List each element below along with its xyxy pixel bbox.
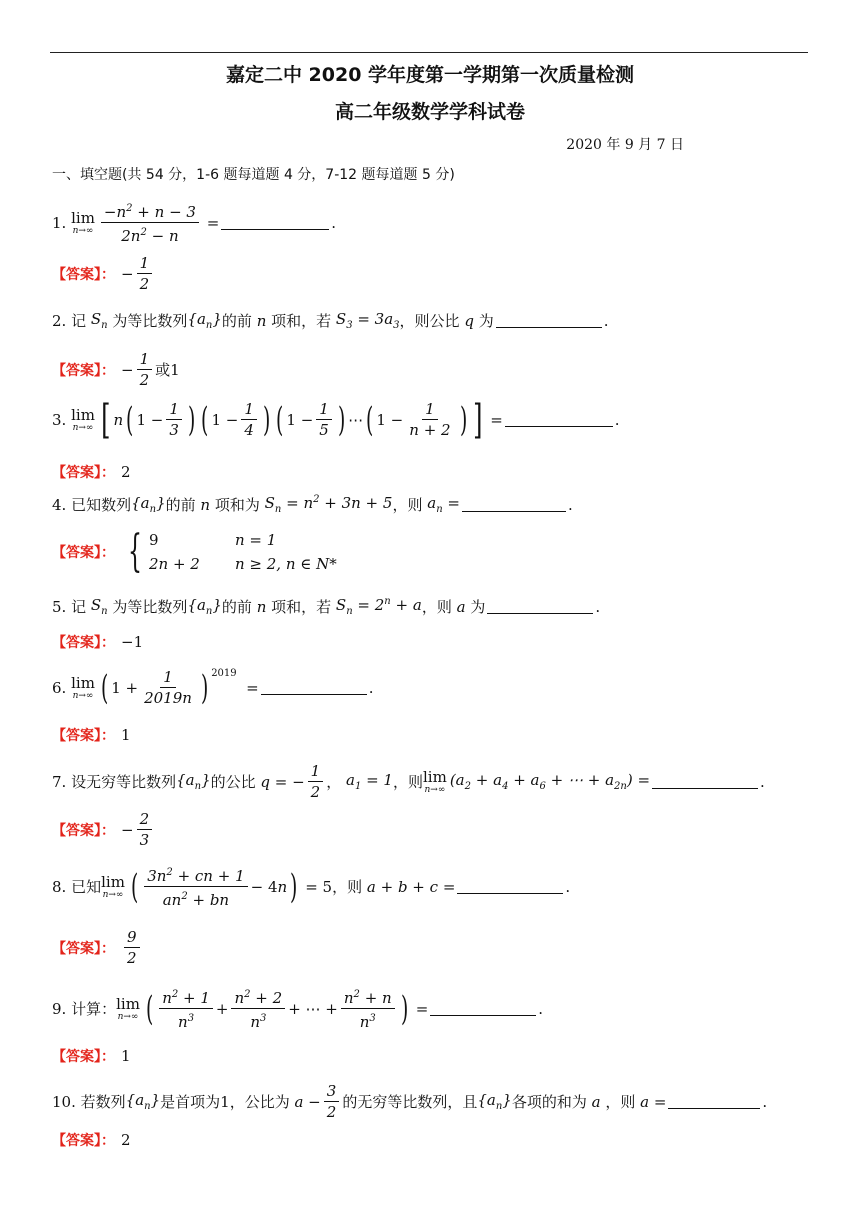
exam-subtitle: 高二年级数学学科试卷: [334, 101, 525, 123]
question-text: 的无穷等比数列，且: [342, 1093, 478, 1111]
answer-blank[interactable]: [496, 313, 602, 328]
question-text: 为等比数列: [112, 598, 188, 616]
answer-10: [52, 1130, 131, 1150]
question-4: 4. 已知数列 $\{a_n\}$ 的前 n 项和为 $S_n = n^2 + 3n + 5$ ，则 $a_n$ = .: [52, 494, 573, 515]
question-text: 已知: [71, 878, 102, 896]
answer-blank[interactable]: [221, 215, 329, 230]
limit-symbol: lim n→∞: [71, 405, 95, 433]
question-text: 为: [478, 312, 494, 330]
answer-blank[interactable]: [652, 774, 758, 789]
answer-fraction: $\frac{1}{2}$: [137, 350, 153, 389]
question-text: 设无穷等比数列: [71, 773, 177, 791]
question-text: 各项的和为: [511, 1093, 587, 1111]
question-number: 2.: [52, 311, 67, 330]
question-1: 1. lim n→∞ $\frac{-n^2 + n - 3}{2n^2 - n}$ = .: [52, 200, 336, 245]
question-text: ，则: [392, 773, 423, 791]
question-number: 5.: [52, 597, 67, 616]
question-8: 8. 已知 lim n→∞ ( $\frac{3n^2 + cn + 1}{an^2 + bn}$ − 4 n ) = 5 ，则 a + b + c = .: [52, 864, 570, 909]
answer-1: 【答案】： − $\frac{1}{2}$: [52, 254, 155, 293]
answer-text: −1: [121, 633, 144, 651]
answer-label: 【答案】：: [52, 266, 115, 283]
question-5: 5. 记 $S_n$ 为等比数列 $\{a_n\}$ 的前 n 项和，若 $S_n = 2^n + a$ ，则 a 为 .: [52, 596, 601, 617]
answer-4: [52, 528, 337, 576]
answer-label: 【答案】：: [52, 822, 115, 839]
question-text: 项和，若: [271, 312, 332, 330]
answer-label: 【答案】：: [52, 1049, 115, 1065]
answer-label: 【答案】：: [52, 728, 115, 744]
question-text: 项和，若: [271, 598, 332, 616]
case-condition: n = 1: [235, 531, 277, 549]
answer-label: 【答案】：: [52, 465, 115, 481]
question-number: 4.: [52, 495, 67, 514]
question-6: 6. lim n→∞ ( 1 + $\frac{1}{2019n}$ ) $^{2019}$ = .: [52, 667, 374, 708]
question-text: 记: [71, 312, 87, 330]
answer-blank[interactable]: [457, 879, 563, 894]
question-number: 9.: [52, 999, 67, 1018]
exam-title: 嘉定二中 2020 学年度第一学期第一次质量检测: [225, 64, 635, 86]
piecewise-answer: { 9 n = 1 2n + 2 n ≥ 2, n ∈ N*: [128, 526, 337, 577]
answer-text: 或1: [155, 361, 180, 379]
question-text: 的前: [221, 312, 252, 330]
answer-fraction: $\frac{9}{2}$: [124, 928, 140, 967]
answer-blank[interactable]: [668, 1094, 760, 1109]
answer-8: [52, 928, 143, 967]
case-value: 2n + 2: [149, 555, 200, 573]
question-number: 8.: [52, 877, 67, 896]
answer-fraction: $\frac{2}{3}$: [137, 810, 153, 849]
question-text: 的前: [165, 496, 196, 514]
answer-label: 【答案】：: [52, 362, 115, 379]
question-text: 的公比: [210, 773, 256, 791]
question-number: 10.: [52, 1092, 76, 1111]
question-text: ，则: [605, 1093, 636, 1111]
answer-9: [52, 1046, 131, 1066]
section-heading: 一、填空题(共 54 分，1-6 题每道题 4 分，7-12 题每道题 5 分): [52, 167, 455, 183]
limit-symbol: lim n→∞: [71, 673, 95, 701]
question-2: 2. 记 $S_n$ 为等比数列 $\{a_n\}$ 的前 n 项和，若 $S_3 = 3a_3$ ，则公比 q 为 .: [52, 310, 609, 331]
question-text: ，则公比: [399, 312, 460, 330]
answer-blank[interactable]: [430, 1001, 536, 1016]
answer-2: 【答案】： − $\frac{1}{2}$ 或1: [52, 350, 180, 389]
question-number: 3.: [52, 410, 67, 429]
answer-7: 【答案】： − $\frac{2}{3}$: [52, 810, 155, 849]
answer-blank[interactable]: [505, 412, 613, 427]
answer-label: 【答案】：: [52, 1133, 115, 1149]
question-text: 若数列: [80, 1093, 126, 1111]
exam-date: 2020 年 9 月 7 日: [566, 137, 684, 153]
question-7: 7. 设无穷等比数列 $\{a_n\}$ 的公比 q = − $\frac{1}{2}$ ， $a_1 = 1$ ，则 lim n→∞ ($a_2 + a_4 + a_6$ + ⋯ + $a_{2n}$) = .: [52, 762, 765, 801]
question-text: 是首项为1，公比为: [160, 1093, 290, 1111]
answer-label: 【答案】：: [52, 545, 115, 561]
question-text: 为等比数列: [112, 312, 188, 330]
question-3: 3. lim n→∞ [ n ( 1 − $\frac{1}{3}$ ) ( 1 − $\frac{1}{4}$ ) ( 1 − $\frac{1}{5}$ ) ⋯ ( 1 − $\frac{1}{n + 2}$ ) ] = .: [52, 396, 620, 443]
question-text: ，: [326, 773, 342, 791]
header-rule: [50, 52, 808, 53]
answer-text: 1: [121, 726, 131, 744]
question-9: 9. 计算： lim n→∞ ( $\frac{n^2 + 1}{n^3}$ + $\frac{n^2 + 2}{n^3}$ + ⋯ + $\frac{n^2 + n}{n^3}$ ) = .: [52, 986, 543, 1031]
answer-text: 2: [121, 463, 131, 481]
question-text: ，则: [332, 878, 363, 896]
answer-label: 【答案】：: [52, 635, 115, 651]
question-10: 10. 若数列 $\{a_n\}$ 是首项为1，公比为 a − $\frac{3}{2}$ 的无穷等比数列，且 $\{a_n\}$ 各项的和为 a ，则 a = .: [52, 1082, 768, 1121]
answer-blank[interactable]: [462, 497, 566, 512]
answer-text: 1: [121, 1047, 131, 1065]
answer-5: [52, 632, 143, 652]
case-condition: n ≥ 2, n ∈ N*: [235, 555, 337, 573]
limit-symbol: lim n→∞: [71, 208, 95, 236]
answer-blank[interactable]: [487, 599, 593, 614]
question-text: 的前: [221, 598, 252, 616]
question-text: 计算：: [71, 1000, 117, 1018]
question-text: 记: [71, 598, 87, 616]
answer-3: [52, 462, 131, 482]
question-text: ，则: [392, 496, 423, 514]
question-number: 7.: [52, 772, 67, 791]
case-value: 9: [149, 531, 159, 549]
question-text: 为: [470, 598, 486, 616]
answer-fraction: $\frac{1}{2}$: [137, 254, 153, 293]
question-text: 已知数列: [71, 496, 132, 514]
question-text: ，则: [421, 598, 452, 616]
answer-label: 【答案】：: [52, 940, 115, 957]
question-number: 6.: [52, 678, 67, 697]
answer-6: [52, 725, 131, 745]
question-text: 项和为: [214, 496, 260, 514]
answer-blank[interactable]: [261, 680, 367, 695]
fraction: $\frac{-n^2 + n - 3}{2n^2 - n}$: [101, 200, 199, 245]
answer-text: 2: [121, 1131, 131, 1149]
question-number: 1.: [52, 213, 67, 232]
